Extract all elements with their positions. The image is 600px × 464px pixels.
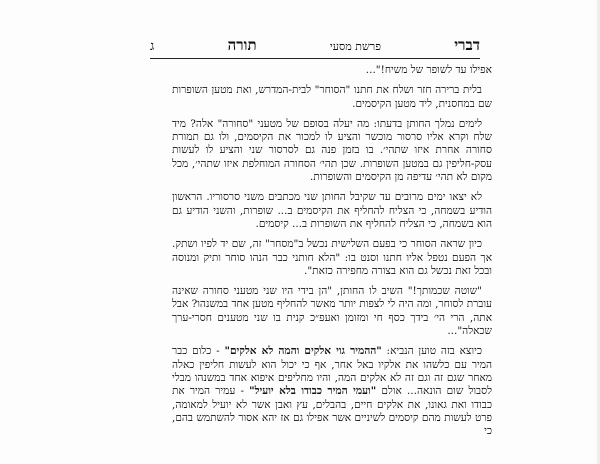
verse-quote: "ועמי המיר כבודו בלא יועיל"	[249, 385, 377, 398]
text-segment: אפילו עד לשופר של משיח!"...	[365, 64, 492, 76]
text-segment: - כלום כבר המיר עם כלשהו את אלקיו באל אחר, אף כי יכול הוא לעשות חליפין כאלה מאחר שגם זה וגם זה לא אלקים המה, והיו מחליפים איפוא אחד במשנהו מבלי לסבול שום הונאה... אולם	[172, 345, 492, 398]
text-segment: לימים נמלך החותן בדעתו: מה יעלה בסופם של מטעני "סחורה" אלה? מיד שלח וקרא אליו סרסור מוכשר והציע לו למכור את הקיסמים, ולו גם תמורת סחורה אחרת איזו שתהי׳. בו בזמן פנה גם לסרסור שני והציע לו לעשות עסק-חליפין גם במטען השופרות. שכן תהי׳ הסחורה המוחלפת איזו שתהי׳, מכל מקום לא תהי׳ עדיפה מן הקיסמים והשופרות.	[172, 117, 492, 184]
text-segment: כיוצא בזה טוען הנביא:	[381, 345, 482, 358]
header-book: תורה	[227, 36, 257, 54]
header-section: פרשת מסעי	[329, 40, 381, 53]
paragraph	[172, 64, 492, 77]
verse-quote: "ההמיר גוי אלקים והמה לא אלקים"	[224, 345, 382, 358]
header-volume: ג	[150, 39, 155, 54]
text-segment: לא יצאו ימים מרובים עד שקיבל החותן שני מכתבים משני סרסוריו. הראשון הודיע בשמחה, כי הצליח להחליף את הקיסמים ב... שופרות, והשני הודיע גם הוא בשמחה, כי הצליח להחליף את השופרות ב... קיסמים.	[172, 191, 492, 230]
paragraph	[172, 118, 492, 184]
paragraph	[172, 345, 492, 438]
text-segment: כיון שראה הסוחר כי בפעם השלישית נכשל ב"מסחר" זה, שם יד לפיו ושתק. אך הפעם נטפל אליו חתנו וסנט בו: "הלא חותני כבר הנהו סוחר ותיק ומנוסה ובכל זאת נכשל גם הוא בצורה מחפירה כזאת".	[172, 238, 492, 277]
text-segment: בלית ברירה חזר ושלח את חתנו "הסוחר" לבית-המדרש, ואת מטען השופרות שם במחסנית, ליד מטען הקיסמים.	[172, 84, 492, 110]
paragraph	[172, 238, 492, 278]
header-rule	[150, 58, 480, 59]
body-text	[172, 64, 492, 445]
text-segment: - עמיר המיר את כבודו ואת גאונו, את אלקים חיים, בהבלים, עץ ואבן אשר לא יועיל למאומה, פרט לעשות מהם קיסמים לשיניים אשר אפילו גם אז יהא אסור להשתמש בהם, כי	[172, 385, 492, 438]
paragraph	[172, 84, 492, 111]
paragraph	[172, 191, 492, 231]
text-segment: "שוטה שכמותך!" השיב לו החותן, "הן בידי היו שני מטעני סחורה שאינה עוברת לסוחר, ומה היה לי לצפות יותר מאשר להחליף מטען אחד במשנהו? אבל אתה, הרי הי׳ בידך כסף חי ומזומן ואעפ״כ קנית בו שני מטענים חסרי-ערך שכאלה"...	[172, 285, 492, 338]
paragraph	[172, 285, 492, 338]
header-title: דברי	[454, 36, 480, 54]
running-header	[150, 36, 480, 56]
